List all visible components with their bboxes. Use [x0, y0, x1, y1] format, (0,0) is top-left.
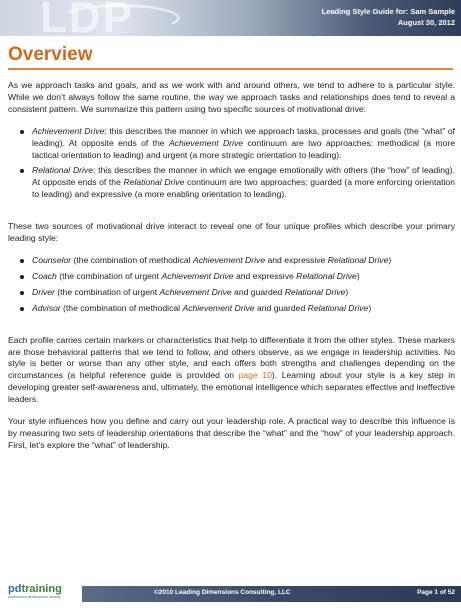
logo-training: training: [21, 583, 62, 595]
term: Relational Drive: [123, 177, 185, 188]
term-text: : this describes the manner in which we engage emotionally with others (the “how” of leading). At opposite ends of the: [32, 165, 455, 188]
profile-text: (the combination of methodical: [71, 254, 193, 265]
term-text: continuum are two approaches: methodical (a more tactical orientation to leading) and urgent (a more strategic orientation to leading).: [32, 137, 455, 160]
profile-text: (the combination of urgent: [54, 286, 160, 297]
guide-title: Leading Style Guide for: Sam Sample: [321, 7, 455, 16]
main-content: [8, 80, 455, 462]
profile-text: and expressive: [233, 270, 297, 281]
term: Achievement Drive: [168, 137, 244, 148]
profile-term: Achievement Drive: [182, 302, 255, 313]
profile-text: ): [345, 286, 349, 297]
term: Relational Drive: [32, 165, 94, 176]
report-date: August 30, 2012: [397, 18, 455, 27]
list-item-counselor: [8, 255, 455, 267]
copyright-text: ©2010 Leading Dimensions Consulting, LLC: [154, 589, 291, 596]
profile-term: Relational Drive: [284, 286, 346, 297]
ldp-logo: LDP: [40, 0, 134, 36]
logo-swoosh-icon: [60, 4, 180, 32]
profile-term: Relational Drive: [327, 254, 389, 265]
term-text: continuum are two approaches: guarded (a more enforcing orientation to leading) and expressive (a more enabling orientation to leading).: [32, 177, 455, 200]
bullet-icon: [20, 275, 24, 279]
profile-name: Advisor: [32, 302, 61, 313]
bullet-icon: [20, 307, 24, 311]
profiles-intro: These two sources of motivational drive interact to reveal one of four unique profiles which describe your primary leading style:: [8, 221, 455, 244]
profile-text: ): [368, 302, 372, 313]
header-info: [322, 6, 455, 28]
title-divider: [8, 68, 453, 70]
profile-term: Relational Drive: [307, 302, 369, 313]
profile-text: (the combination of urgent: [56, 270, 162, 281]
list-item-achievement-drive: [8, 126, 455, 162]
term: Achievement Drive: [32, 125, 105, 136]
logo-wordmark: [8, 583, 78, 595]
profile-term: Achievement Drive: [192, 254, 266, 265]
markers-text: Each profile carries certain markers or characteristics that help to differentiate it from the other styles. These markers are those behavioral patterns that we tend to follow, and others observe, as we engage in leadership activities. No style is better or worse than any other style, and each offers both strengths and challenges depending on the circumstances (a helpful reference guide is provided on: [8, 334, 455, 381]
page-number: Page 1 of 52: [417, 589, 455, 596]
bullet-icon: [20, 130, 24, 134]
closing-paragraph: Your style influences how you define and carry out your leadership role. A practical way to describe this influence is by measuring two sets of leadership orientations that describe the “what” and the “how” of your leadership approach. First, let’s explore the “what” of leadership.: [8, 416, 455, 450]
profile-text: ): [388, 254, 392, 265]
profile-text: and expressive: [265, 254, 328, 265]
bullet-icon: [20, 291, 24, 295]
page-title: Overview: [8, 44, 93, 65]
profile-name: Coach: [32, 270, 57, 281]
footer-bar: [82, 586, 461, 602]
list-item-relational-drive: [8, 165, 455, 201]
profile-text: and guarded: [254, 302, 308, 313]
pdtraining-logo: [8, 583, 78, 603]
header-banner: [0, 0, 461, 36]
logo-tagline: professional development training: [8, 595, 61, 599]
profile-text: ): [356, 270, 360, 281]
term-text: : this describes the manner in which we approach tasks, processes and goals (the “what” of leading). At opposite ends of the: [32, 125, 455, 148]
list-item-advisor: [8, 303, 455, 315]
profiles-list: [8, 255, 455, 315]
logo-pd: pd: [8, 583, 22, 595]
profile-term: Achievement Drive: [161, 270, 234, 281]
profile-term: Achievement Drive: [159, 286, 232, 297]
profile-text: (the combination of methodical: [60, 302, 183, 313]
markers-paragraph: [8, 335, 455, 406]
list-item-driver: [8, 287, 455, 299]
profile-name: Driver: [32, 286, 55, 297]
list-item-coach: [8, 271, 455, 283]
bullet-icon: [20, 259, 24, 263]
profile-term: Relational Drive: [296, 270, 357, 281]
profile-name: Counselor: [32, 254, 72, 265]
profile-text: and guarded: [231, 286, 285, 297]
markers-text: ). Learning about your style is a key step in developing greater self-awareness and, ultimately, the emotional intelligence which separates effective and ineffective leaders.: [8, 370, 455, 405]
drives-list: [8, 126, 455, 201]
bullet-icon: [20, 169, 24, 173]
intro-paragraph: As we approach tasks and goals, and as we work with and around others, we tend to adhere to a particular style. While we don’t always follow the same routine, the way we approach tasks and relationships does tend to reveal a consistent pattern. We summarize this pattern using two specific sources of motivational drive:: [8, 80, 455, 114]
page-10-link[interactable]: page 10: [238, 370, 272, 381]
